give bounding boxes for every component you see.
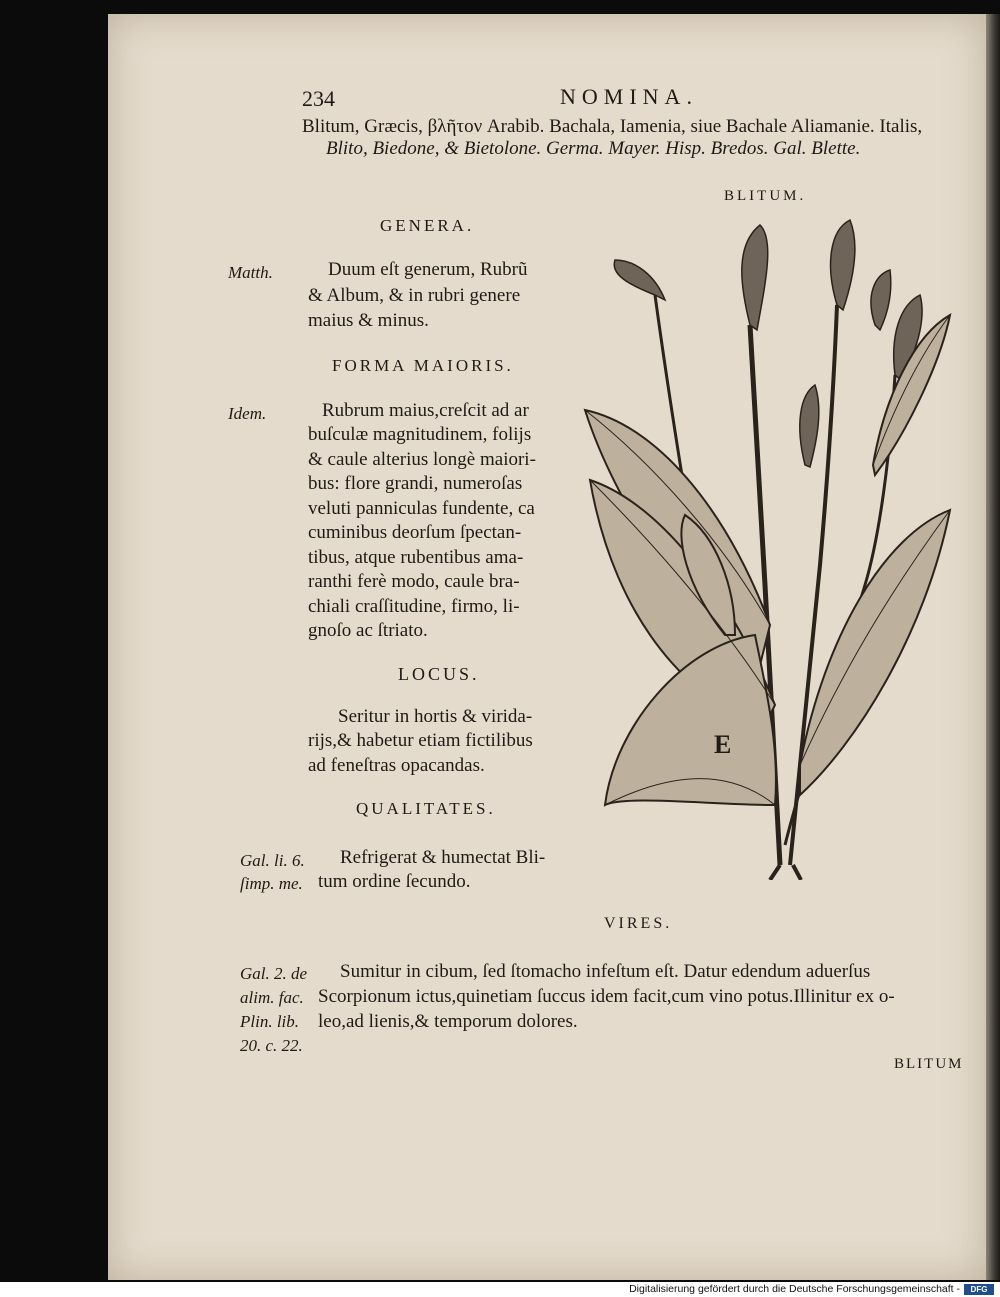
forma-line-3: & caule alterius longè maiori- (308, 449, 536, 470)
nomina-line-2: Blito, Biedone, & Bietolone. Germa. Mayer. Hisp. Bredos. Gal. Blette. (326, 138, 861, 159)
genera-line-3: maius & minus. (308, 310, 429, 331)
vires-line-1: Sumitur in cibum, ſed ſtomacho infeſtum eſt. Datur edendum aduerſus (340, 961, 871, 982)
figure-caption: BLITUM. (724, 188, 807, 204)
vires-heading: VIRES. (604, 915, 673, 932)
qualitates-margin-note-2: ſimp. me. (240, 874, 303, 893)
vires-margin-note-2: alim. fac. (240, 988, 304, 1007)
genera-margin-note: Matth. (228, 263, 273, 282)
vires-margin-note-4: 20. c. 22. (240, 1036, 303, 1055)
genera-line-2: & Album, & in rubri genere (308, 285, 521, 306)
dfg-footer-text: Digitalisierung gefördert durch die Deutsche Forschungsgemeinschaft - (629, 1283, 960, 1295)
qualitates-line-1: Refrigerat & humectat Bli- (340, 847, 546, 868)
vires-line-3: leo,ad lienis,& temporum dolores. (318, 1011, 578, 1032)
forma-line-6: cuminibus deorſum ſpectan- (308, 522, 522, 543)
vires-margin-note-3: Plin. lib. (240, 1012, 300, 1031)
genera-heading: GENERA. (380, 216, 475, 235)
page-edge (986, 14, 1000, 1280)
forma-line-10: gnoſo ac ſtriato. (308, 620, 428, 641)
dfg-logo: DFG (964, 1284, 994, 1295)
locus-line-3: ad feneſtras opacandas. (308, 755, 485, 776)
blitum-woodcut-illustration (575, 205, 965, 880)
locus-line-2: rijs,& habetur etiam fictilibus (308, 730, 533, 751)
forma-line-9: chiali craſſitudine, firmo, li- (308, 596, 520, 617)
qualitates-margin-note-1: Gal. li. 6. (240, 851, 305, 870)
vires-line-2: Scorpionum ictus,quinetiam ſuccus idem facit,cum vino potus.Illinitur ex o- (318, 986, 895, 1007)
qualitates-line-2: tum ordine ſecundo. (318, 871, 471, 892)
forma-line-8: ranthi ferè modo, caule bra- (308, 571, 520, 592)
forma-line-4: bus: flore grandi, numeroſas (308, 473, 523, 494)
forma-line-7: tibus, atque rubentibus ama- (308, 547, 524, 568)
forma-line-2: buſculæ magnitudinem, folijs (308, 424, 532, 445)
genera-line-1: Duum eſt generum, Rubrũ (328, 259, 528, 280)
forma-margin-note: Idem. (228, 404, 267, 423)
figure-letter: E (714, 730, 732, 759)
locus-line-1: Seritur in hortis & virida- (338, 706, 533, 727)
forma-line-5: veluti panniculas fundente, ca (308, 498, 535, 519)
locus-heading: LOCUS. (398, 664, 480, 684)
nomina-line-1: Blitum, Græcis, βλῆτον Arabib. Bachala, Iamenia, siue Bachale Aliamanie. Italis, (302, 116, 923, 137)
vires-margin-note-1: Gal. 2. de (240, 964, 308, 983)
running-head: NOMINA. (560, 84, 698, 109)
forma-line-1: Rubrum maius,creſcit ad ar (322, 400, 529, 421)
catchword: BLITUM (894, 1056, 964, 1072)
qualitates-heading: QUALITATES. (356, 799, 496, 818)
forma-heading: FORMA MAIORIS. (332, 356, 514, 375)
page-number: 234 (302, 86, 335, 111)
